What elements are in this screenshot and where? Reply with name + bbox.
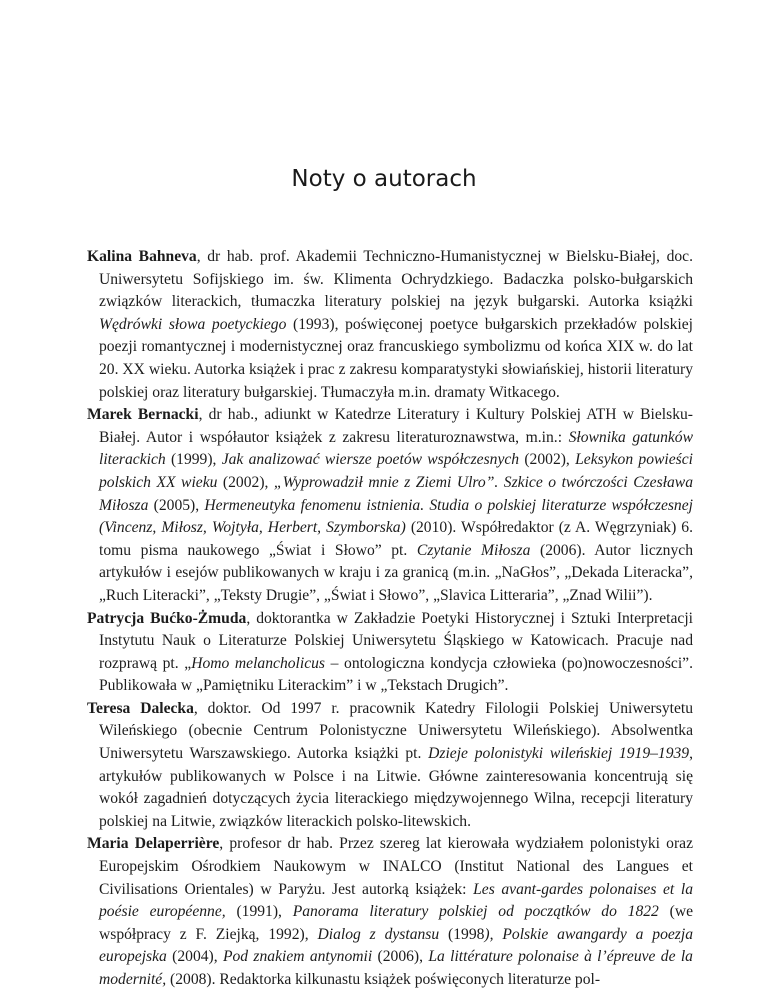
author-note: Patrycja Bućko-Żmuda, doktorantka w Zakładzie Poetyki Historycznej i Sztuki Interpretacji Instytutu Nauk o Literaturze Polskiej Uniwersytetu Śląskiego w Katowicach. Pracuje nad rozprawą pt. „Homo melancholicus – ontologiczna kondycja człowieka (po)nowoczesności”. Publikowała w „Pamiętniku Literackim” i w „Tekstach Drugich”. <box>87 609 694 695</box>
author-notes-list <box>87 246 693 992</box>
author-name: Maria Delaperrière <box>87 835 220 853</box>
page-title: Noty o autorach <box>291 166 477 192</box>
author-note: Maria Delaperrière, profesor dr hab. Przez szereg lat kierowała wydziałem polonistyki oraz Europejskim Ośrodkiem Naukowym w INALCO (Institut National des Langues et Civilisations Orientales) w Paryżu. Jest autorką książek: Les avant-gardes polonaises et la poésie européenne, (1991), Panorama literatury polskiej od początków do 1822 (we współpracy z F. Ziejką, 1992), Dialog z dystansu (1998), Polskie awangardy a poezja europejska (2004), Pod znakiem antynomii (2006), La littérature polonaise à l’épreuve de la modernité, (2008). Redaktorka kilkunastu książek poświęconych literaturze pol- <box>87 835 693 988</box>
author-note: Marek Bernacki, dr hab., adiunkt w Katedrze Literatury i Kultury Polskiej ATH w Bielsku-Białej. Autor i współautor książek z zakresu literaturoznawstwa, m.in.: Słownika gatunków literackich (1999), Jak analizować wiersze poetów współczesnych (2002), Leksykon powieści polskich XX wieku (2002), „Wyprowadził mnie z Ziemi Ulro”. Szkice o twórczości Czesława Miłosza (2005), Hermeneutyka fenomenu istnienia. Studia o polskiej literaturze współczesnej (Vincenz, Miłosz, Wojtyła, Herbert, Szymborska) (2010). Współredaktor (z A. Węgrzyniak) 6. tomu pisma naukowego „Świat i Słowo” pt. Czytanie Miłosza (2006). Autor licznych artykułów i esejów publikowanych w kraju i za granicą (m.in. „NaGłos”, „Dekada Literacka”, „Ruch Literacki”, „Teksty Drugie”, „Świat i Słowo”, „Slavica Litteraria”, „Znad Wilii”). <box>87 406 693 604</box>
author-note: Teresa Dalecka, doktor. Od 1997 r. pracownik Katedry Filologii Polskiej Uniwersytetu Wileńskiego (obecnie Centrum Polonistyczne Uniwersytetu Wileńskiego). Absolwentka Uniwersytetu Warszawskiego. Autorka książki pt. Dzieje polonistyki wileńskiej 1919–1939, artykułów publikowanych w Polsce i na Litwie. Główne zainteresowania koncentrują się wokół zagadnień dotyczących życia literackiego międzywojennego Wilna, recepcji literatury polskiej na Litwie, związków literackich polsko-litewskich. <box>87 699 694 830</box>
author-note: Kalina Bahneva, dr hab. prof. Akademii Techniczno-Humanistycznej w Bielsku-Białej, doc. Uniwersytetu Sofijskiego im. św. Klimenta Ochrydzkiego. Badaczka polsko-bułgarskich związków literackich, tłumaczka literatury polskiej na język bułgarski. Autorka książki Wędrówki słowa poetyckiego (1993), poświęconej poetyce bułgarskich przekładów polskiej poezji romantycznej i modernistycznej oraz francuskiego symbolizmu od końca XIX w. do lat 20. XX wieku. Autorka książek i prac z zakresu komparatystyki słowiańskiej, historii literatury polskiej oraz literatury bułgarskiej. Tłumaczyła m.in. dramaty Witkacego. <box>87 248 693 401</box>
author-name: Kalina Bahneva <box>87 248 197 265</box>
author-name: Teresa Dalecka <box>87 699 194 717</box>
author-name: Marek Bernacki <box>87 406 199 424</box>
author-name: Patrycja Bućko-Żmuda <box>87 609 247 627</box>
